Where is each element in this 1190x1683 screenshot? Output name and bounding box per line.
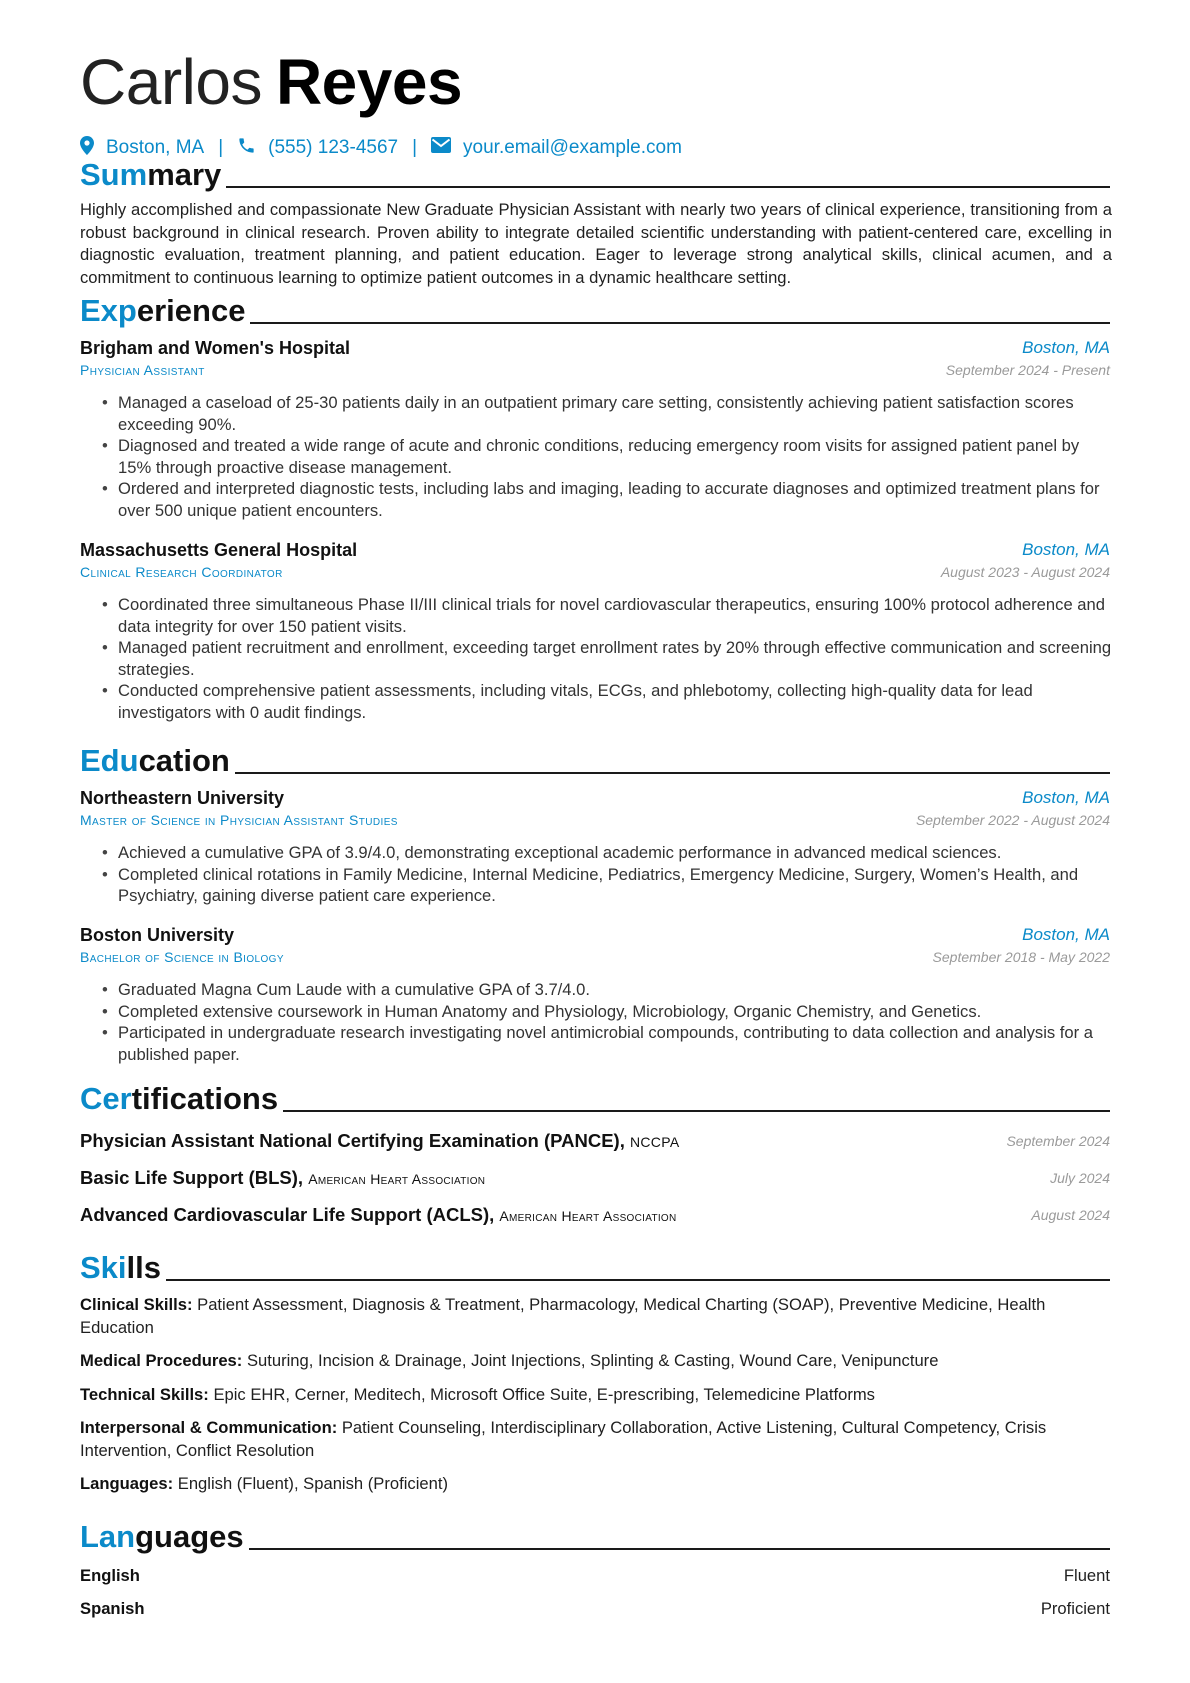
- email-link: your.email@example.com: [463, 137, 682, 158]
- section-title-rest: lls: [126, 1250, 161, 1285]
- skill-label: Languages:: [80, 1474, 174, 1493]
- certification-line: Advanced Cardiovascular Life Support (ACLS), American Heart Association: [80, 1204, 677, 1225]
- first-name: Carlos: [80, 46, 262, 118]
- degree-name: Bachelor of Science in Biology: [80, 949, 284, 965]
- certification-item: [80, 1202, 1110, 1228]
- section-title-rest: cation: [138, 743, 230, 778]
- skill-value: Suturing, Incision & Drainage, Joint Injections, Splinting & Casting, Wound Care, Venipuncture: [246, 1351, 939, 1370]
- last-name: Reyes: [275, 46, 463, 118]
- bullet-item: • Managed patient recruitment and enrollment, exceeding target enrollment rates by 20% through effective communication and screening strategies.: [100, 637, 1112, 680]
- degree-name: Master of Science in Physician Assistant Studies: [80, 812, 398, 828]
- education-bullets: [100, 842, 1112, 907]
- job-title: Clinical Research Coordinator: [80, 564, 283, 580]
- school-location: Boston, MA: [1022, 925, 1110, 944]
- skill-row: [80, 1417, 1112, 1462]
- education-bullets: [100, 979, 1112, 1065]
- skill-value: Patient Counseling, Interdisciplinary Collaboration, Active Listening, Cultural Competency, Crisis Intervention, Conflict Resolution: [80, 1418, 1047, 1460]
- phone-text: (555) 123-4567: [268, 137, 399, 158]
- section-header-experience: [80, 292, 1110, 330]
- experience-bullets: [100, 594, 1112, 723]
- certification-date: September 2024: [1006, 1133, 1110, 1149]
- skill-row: [80, 1294, 1112, 1339]
- bullet-item: • Achieved a cumulative GPA of 3.9/4.0, demonstrating exceptional academic performance in advanced medical sciences.: [100, 842, 1112, 864]
- skill-value: English (Fluent), Spanish (Proficient): [177, 1474, 448, 1493]
- section-accent: Edu: [80, 743, 139, 778]
- language-row: [80, 1597, 1110, 1621]
- experience-bullets: [100, 392, 1112, 521]
- language-row: [80, 1564, 1110, 1588]
- bullet-item: • Completed extensive coursework in Human Anatomy and Physiology, Microbiology, Organic Chemistry, and Genetics.: [100, 1001, 1112, 1023]
- bullet-item: • Participated in undergraduate research investigating novel antimicrobial compounds, contributing to data collection and analysis for a published paper.: [100, 1022, 1112, 1065]
- certification-name: Advanced Cardiovascular Life Support (ACLS): [80, 1204, 490, 1225]
- section-rule: [283, 1110, 1110, 1112]
- contact-separator: |: [218, 137, 224, 158]
- section-accent: Sum: [80, 157, 148, 192]
- certification-date: August 2024: [1031, 1207, 1110, 1223]
- section-accent: Ski: [80, 1250, 127, 1285]
- certification-name: Physician Assistant National Certifying Examination (PANCE): [80, 1130, 620, 1151]
- skill-row: [80, 1350, 1112, 1373]
- contact-separator: |: [412, 137, 418, 158]
- section-rule: [166, 1279, 1110, 1281]
- skill-label: Interpersonal & Communication:: [80, 1418, 338, 1437]
- summary-text: Highly accomplished and compassionate New Graduate Physician Assistant with nearly two years of clinical experience, transitioning from a robust background in clinical research. Proven ability to integrate detailed scientific understanding with patient-centered care, excelling in diagnostic evaluation, treatment planning, and patient education. Eager to leverage strong analytical skills, clinical acumen, and a commitment to continuous learning to optimize patient outcomes in a dynamic healthcare setting.: [80, 200, 1112, 287]
- certification-date: July 2024: [1050, 1170, 1110, 1186]
- skill-label: Clinical Skills:: [80, 1295, 193, 1314]
- section-title-rest: guages: [135, 1519, 244, 1554]
- certification-issuer: NCCPA: [629, 1134, 680, 1150]
- skill-row: [80, 1473, 1112, 1496]
- section-rule: [250, 322, 1110, 324]
- section-rule: [226, 186, 1110, 188]
- job-dates: August 2023 - August 2024: [940, 564, 1110, 580]
- section-header-education: [80, 742, 1110, 780]
- skill-label: Medical Procedures:: [80, 1351, 243, 1370]
- section-accent: Lan: [80, 1519, 136, 1554]
- location-text: Boston, MA: [106, 137, 205, 158]
- education-dates: September 2018 - May 2022: [932, 949, 1110, 965]
- section-header-skills: [80, 1249, 1110, 1287]
- employer-name: Massachusetts General Hospital: [80, 540, 358, 560]
- skill-label: Technical Skills:: [80, 1385, 209, 1404]
- bullet-item: • Coordinated three simultaneous Phase II/III clinical trials for novel cardiovascular therapeutics, ensuring 100% protocol adherence and data integrity for over 150 patient visits.: [100, 594, 1112, 637]
- certification-issuer: American Heart Association: [499, 1208, 677, 1224]
- bullet-item: • Graduated Magna Cum Laude with a cumulative GPA of 3.7/4.0.: [100, 979, 1112, 1001]
- bullet-item: • Completed clinical rotations in Family Medicine, Internal Medicine, Pediatrics, Emergency Medicine, Surgery, Women’s Health, and Psychiatry, gaining diverse patient care experience.: [100, 864, 1112, 907]
- section-header-summary: [80, 156, 1110, 194]
- language-level: Proficient: [1040, 1599, 1110, 1618]
- section-header-languages: [80, 1518, 1110, 1556]
- certification-item: [80, 1165, 1110, 1191]
- education-dates: September 2022 - August 2024: [915, 812, 1110, 828]
- section-accent: Cer: [80, 1081, 132, 1116]
- language-level: Fluent: [1063, 1566, 1110, 1585]
- skill-value: Epic EHR, Cerner, Meditech, Microsoft Office Suite, E-prescribing, Telemedicine Platforms: [213, 1385, 875, 1404]
- section-accent: Exp: [80, 293, 137, 328]
- job-location: Boston, MA: [1022, 540, 1110, 559]
- certification-line: Physician Assistant National Certifying Examination (PANCE), NCCPA: [80, 1130, 680, 1151]
- job-location: Boston, MA: [1022, 338, 1110, 357]
- bullet-item: • Ordered and interpreted diagnostic tests, including labs and imaging, leading to accurate diagnoses and optimized treatment plans for over 500 unique patient encounters.: [100, 478, 1112, 521]
- school-name: Boston University: [80, 925, 235, 945]
- language-name: Spanish: [80, 1599, 145, 1618]
- job-title: Physician Assistant: [80, 362, 205, 378]
- section-title-rest: mary: [147, 157, 222, 192]
- skill-row: [80, 1384, 1112, 1407]
- certification-line: Basic Life Support (BLS), American Heart Association: [80, 1167, 486, 1188]
- section-rule: [235, 772, 1110, 774]
- certification-item: [80, 1128, 1110, 1154]
- employer-name: Brigham and Women's Hospital: [80, 338, 350, 358]
- school-location: Boston, MA: [1022, 788, 1110, 807]
- bullet-item: • Diagnosed and treated a wide range of acute and chronic conditions, reducing emergency room visits for assigned patient panel by 15% through proactive disease management.: [100, 435, 1112, 478]
- section-title-rest: tifications: [131, 1081, 279, 1116]
- section-header-certifications: [80, 1080, 1110, 1118]
- school-name: Northeastern University: [80, 788, 285, 808]
- section-rule: [249, 1548, 1110, 1550]
- candidate-name: [80, 44, 462, 120]
- certification-issuer: American Heart Association: [308, 1171, 486, 1187]
- job-dates: September 2024 - Present: [945, 362, 1110, 378]
- bullet-item: • Conducted comprehensive patient assessments, including vitals, ECGs, and phlebotomy, collecting high-quality data for lead investigators with 0 audit findings.: [100, 680, 1112, 723]
- certification-name: Basic Life Support (BLS): [80, 1167, 298, 1188]
- skill-value: Patient Assessment, Diagnosis & Treatment, Pharmacology, Medical Charting (SOAP), Preventive Medicine, Health Education: [80, 1295, 1046, 1337]
- language-name: English: [80, 1566, 140, 1585]
- bullet-item: • Managed a caseload of 25-30 patients daily in an outpatient primary care setting, consistently achieving patient satisfaction scores exceeding 90%.: [100, 392, 1112, 435]
- section-title-rest: erience: [136, 293, 246, 328]
